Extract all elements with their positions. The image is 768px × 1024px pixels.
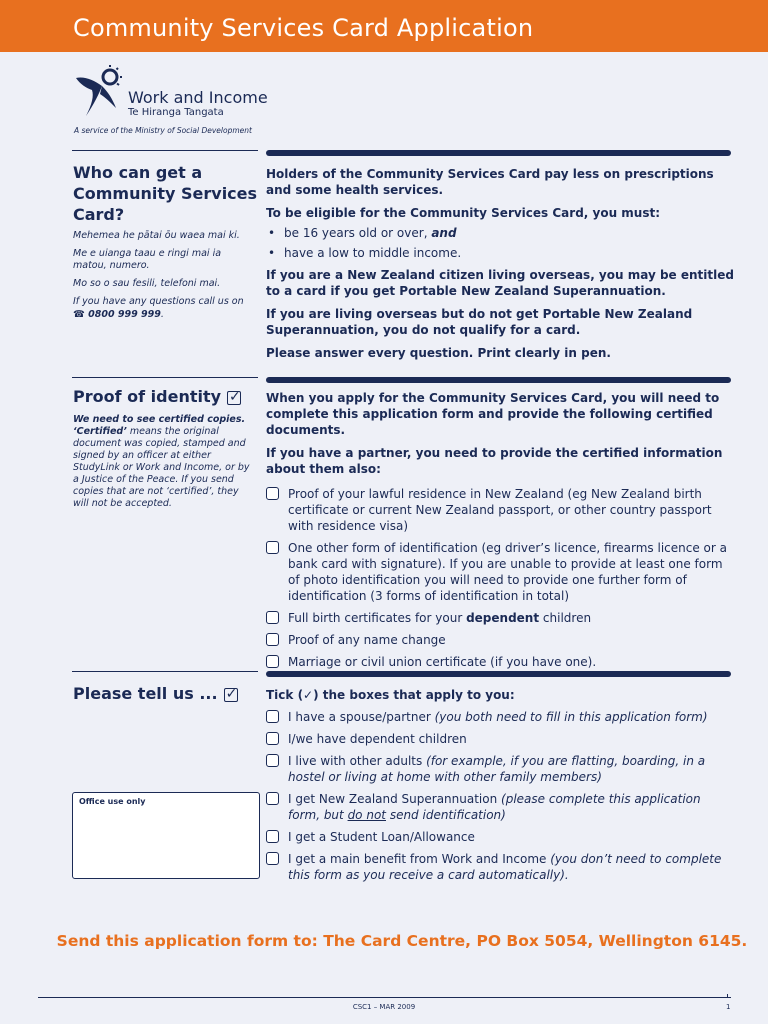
office-use-label: Office use only bbox=[79, 797, 146, 806]
proof-side-text: We need to see certified copies. ‘Certified’ means the original document was copied, stamped and signed by an officer at either StudyLink or Work and Income, or by a Justice of the Peace. If you send copies that are not ‘certified’, they will not be accepted. bbox=[73, 414, 250, 509]
office-use-box bbox=[72, 792, 260, 879]
checkbox-row: I have a spouse/partner (you both need to fill in this application form) bbox=[266, 709, 736, 725]
section-divider bbox=[72, 150, 258, 151]
section-divider-bar bbox=[266, 150, 731, 156]
checkbox-row: I get a Student Loan/Allowance bbox=[266, 829, 736, 845]
tick-box-icon: ✓ bbox=[225, 685, 238, 702]
phone-number: ☎ 0800 999 999 bbox=[73, 309, 161, 320]
page-number: 1 bbox=[726, 1003, 731, 1011]
section-divider-bar bbox=[266, 671, 731, 677]
logo-name: Work and Income bbox=[128, 88, 268, 107]
work-and-income-figure-icon bbox=[72, 64, 128, 122]
send-address: Send this application form to: The Card Centre, PO Box 5054, Wellington 6145. bbox=[56, 932, 748, 950]
list-item: • have a low to middle income. bbox=[266, 245, 736, 261]
option-checkbox[interactable] bbox=[266, 852, 279, 865]
checkbox-row: I live with other adults (for example, if you are flatting, boarding, in a hostel or living at home with other family members) bbox=[266, 753, 736, 785]
document-checkbox[interactable] bbox=[266, 633, 279, 646]
tell-heading: Please tell us ... ✓ bbox=[73, 684, 238, 703]
checkbox-row: One other form of identification (eg driver’s licence, firearms licence or a bank card with signature). If you are unable to provide at least one form of photo identification you will need to provide one further form of identification (3 forms of identification in total) bbox=[266, 540, 736, 604]
form-code: CSC1 – MAR 2009 bbox=[352, 1003, 416, 1011]
section-divider-bar bbox=[266, 377, 731, 383]
checkbox-row: I/we have dependent children bbox=[266, 731, 736, 747]
option-checkbox[interactable] bbox=[266, 754, 279, 767]
checkbox-row: I get a main benefit from Work and Income (you don’t need to complete this form as you receive a card automatically). bbox=[266, 851, 736, 883]
checkbox-row: Proof of your lawful residence in New Zealand (eg New Zealand birth certificate or current New Zealand passport, or other country passport with residence visa) bbox=[266, 486, 736, 534]
who-body: Holders of the Community Services Card pay less on prescriptions and some health services. To be eligible for the Community Services Card, you must: • be 16 years old or over, and • have a low to middle income. If you are a New Zealand citizen living overseas, you may be entitled to a card if you get Portable New Zealand Superannuation. If you are living overseas but do not get Portable New Zealand Superannuation, you do not qualify for a card. Please answer every question. Print clearly in pen. bbox=[266, 166, 736, 368]
logo-service-line: A service of the Ministry of Social Development bbox=[74, 126, 252, 135]
tell-body: Tick (✓) the boxes that apply to you: I have a spouse/partner (you both need to fill in this application form) I/we have dependent children I live with other adults (for example, if you are flatting, boarding, in a hostel or living at home with other family members) I get New Zealand Superannuation (please complete this application form, but do not send identification) I get a Student Loan/Allowance I get a main benefit from Work and Income (you don’t need to complete this form as you receive a card automatically). bbox=[266, 687, 736, 889]
document-checkbox[interactable] bbox=[266, 487, 279, 500]
work-and-income-logo bbox=[72, 64, 272, 134]
document-checkbox[interactable] bbox=[266, 611, 279, 624]
tick-box-icon: ✓ bbox=[229, 388, 241, 405]
who-heading: Who can get a Community Services Card? bbox=[73, 163, 258, 224]
option-checkbox[interactable] bbox=[266, 710, 279, 723]
proof-heading: Proof of identity ✓ bbox=[73, 387, 241, 406]
footer-divider bbox=[38, 997, 731, 998]
who-side-text: Mehemea he pātai ōu waea mai ki. Me e uianga taau e ringi mai ia matou, numero. Mo so o sau fesili, telefoni mai. If you have any questions call us on ☎ 0800 999 999. bbox=[73, 230, 244, 320]
logo-maori-name: Te Hiranga Tangata bbox=[128, 107, 224, 118]
document-checkbox[interactable] bbox=[266, 655, 279, 668]
option-checkbox[interactable] bbox=[266, 830, 279, 843]
checkbox-row: Marriage or civil union certificate (if you have one). bbox=[266, 654, 736, 670]
checkbox-row: I get New Zealand Superannuation (please complete this application form, but do not send identification) bbox=[266, 791, 736, 823]
option-checkbox[interactable] bbox=[266, 792, 279, 805]
section-divider bbox=[72, 377, 258, 378]
page-title: Community Services Card Application bbox=[73, 14, 534, 42]
option-checkbox[interactable] bbox=[266, 732, 279, 745]
proof-body: When you apply for the Community Services Card, you will need to complete this application form and provide the following certified documents. If you have a partner, you need to provide the certified information about them also: Proof of your lawful residence in New Zealand (eg New Zealand birth certificate or current New Zealand passport, or other country passport with residence visa) One other form of identification (eg driver’s licence, firearms licence or a bank card with signature). If you are unable to provide at least one form of photo identification you will need to provide one further form of identification (3 forms of identification in total) Full birth certificates for your dependent children Proof of any name change Marriage or civil union certificate (if you have one). bbox=[266, 390, 736, 676]
footer-tick bbox=[727, 994, 728, 998]
checkbox-row: Full birth certificates for your dependent children bbox=[266, 610, 736, 626]
list-item: • be 16 years old or over, and bbox=[266, 225, 736, 241]
checkbox-row: Proof of any name change bbox=[266, 632, 736, 648]
section-divider bbox=[72, 671, 258, 672]
document-checkbox[interactable] bbox=[266, 541, 279, 554]
